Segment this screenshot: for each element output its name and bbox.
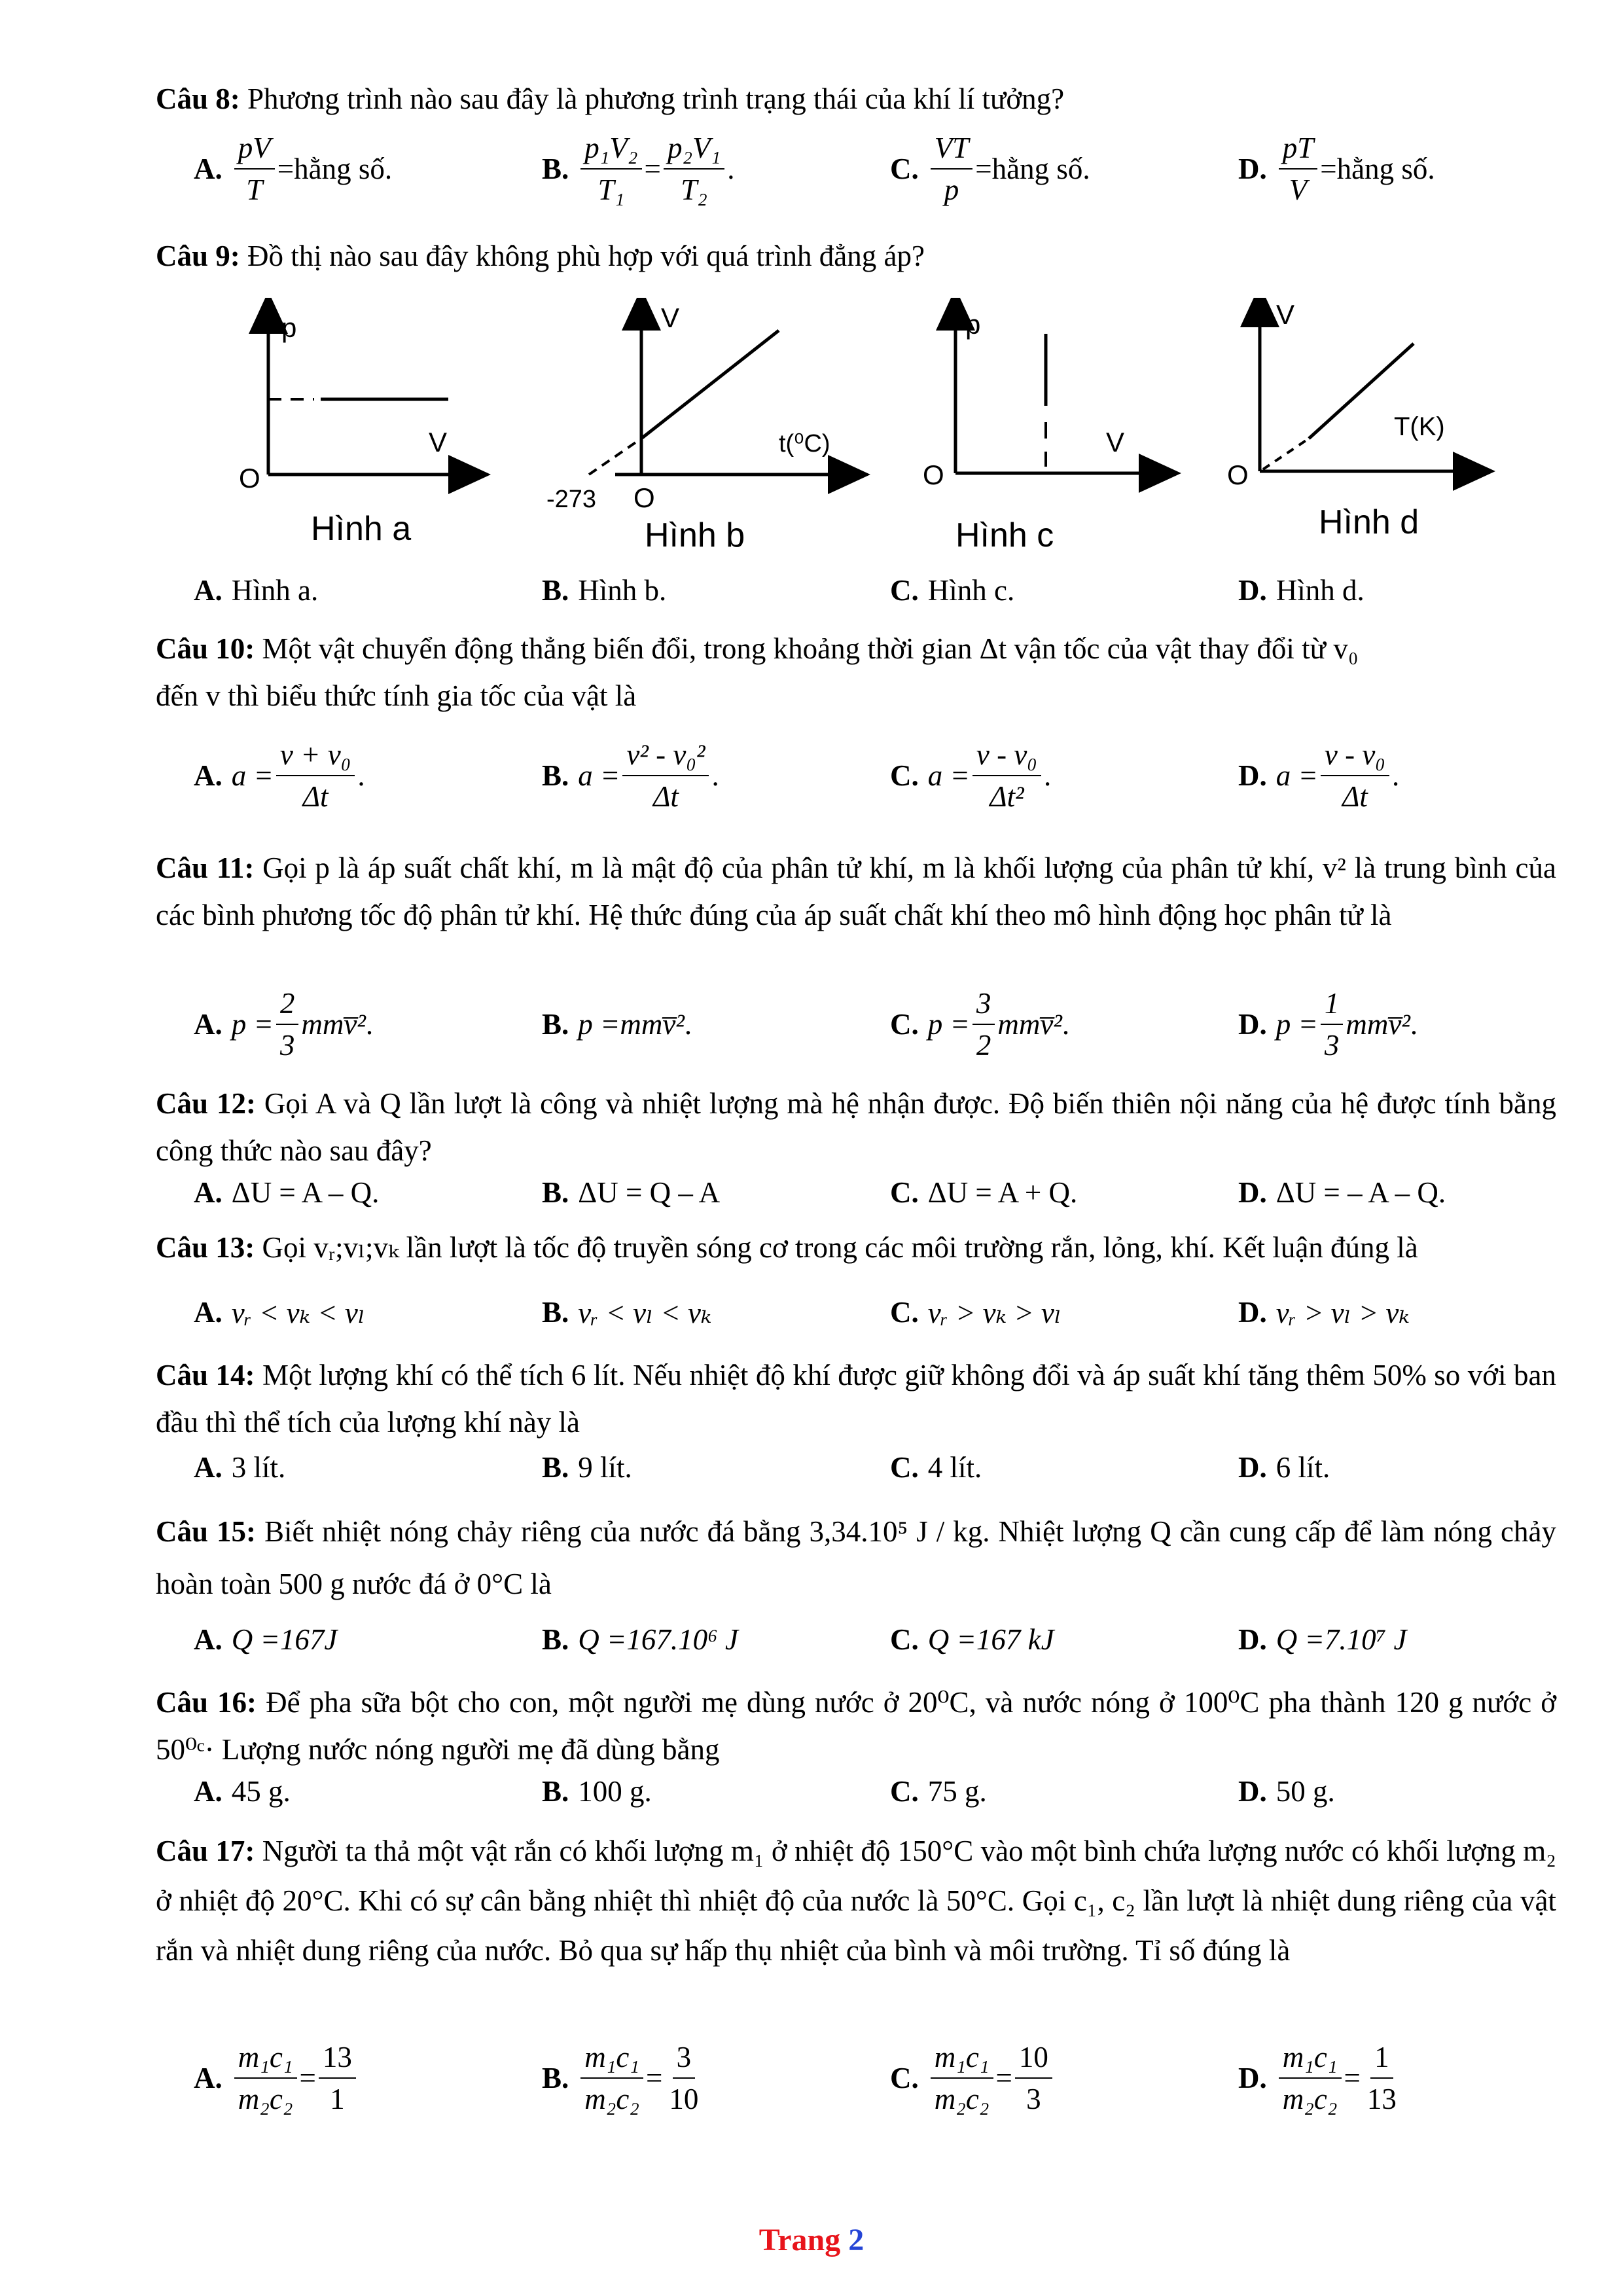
option-a: A. ΔU = A – Q.	[194, 1176, 380, 1209]
option-c: C. 4 lít.	[890, 1451, 982, 1484]
question-17	[156, 1826, 1556, 1975]
graph-d	[1227, 299, 1476, 541]
option-d: D. ΔU = – A – Q.	[1238, 1176, 1446, 1209]
question-label: Câu 12:	[156, 1087, 256, 1120]
question-label: Câu 16:	[156, 1686, 257, 1719]
option-b: B. Hình b.	[542, 574, 667, 607]
option-b: B. vᵣ < vₗ < vₖ	[542, 1296, 712, 1329]
question-label: Câu 13:	[156, 1231, 255, 1264]
question-11-options	[194, 985, 1568, 1064]
option-a: A. $\frac{\text{m₁c₁}}{\text{m₂c₂}}$ = $\frac{13}{1}$	[194, 2032, 359, 2124]
option-d: D. $\frac{\text{m₁c₁}}{\text{m₂c₂}}$ = $\frac{1}{13}$	[1238, 2041, 1397, 2115]
origin-label: O	[239, 463, 260, 493]
option-b: B. $\frac{\text{p₁V₂}}{\text{T₁}}$ = $\frac{\text{p₂V₁}}{\text{T₂}}$ .	[542, 132, 735, 206]
question-text: Để pha sữa bột cho con, một người mẹ dùng nước ở 20⁰C, và nước nóng ở 100⁰C pha thành 120 g nước ở 50⁰ᶜ· Lượng nước nóng người mẹ đã dùng bằng	[156, 1686, 1556, 1766]
question-label: Câu 17:	[156, 1835, 255, 1867]
option-c: C. a = $\frac{\text{v - v₀}}{\text{Δt²}}$ .	[890, 738, 1052, 813]
option-c: C. 75 g.	[890, 1775, 987, 1808]
page-footer	[0, 2222, 1623, 2258]
question-text: Biết nhiệt nóng chảy riêng của nước đá bằng 3,34.10⁵ J / kg. Nhiệt lượng Q cần cung cấp để làm nóng chảy hoàn toàn 500 g nước đá ở 0°C là	[156, 1515, 1557, 1600]
option-b: B. ΔU = Q – A	[542, 1176, 721, 1209]
option-d: D. vᵣ > vₗ > vₖ	[1238, 1296, 1410, 1329]
question-13-options	[194, 1286, 1568, 1338]
option-a: A. p = $\frac{2}{3}$ mmv̅² .	[194, 987, 374, 1062]
fraction: $\frac{pV}{T}$	[234, 130, 275, 207]
question-10	[156, 625, 1556, 719]
option-c: C. $\frac{VT}{p}$ =hằng số.	[890, 132, 1090, 206]
option-b: B. $\frac{\text{m₁c₁}}{\text{m₂c₂}}$ = $\frac{3}{10}$	[542, 2041, 699, 2115]
graph-a	[239, 311, 471, 548]
question-15	[156, 1505, 1556, 1610]
question-16-options	[194, 1770, 1568, 1812]
fraction: $\frac{\text{p₁V₂}}{\text{T₁}}$	[580, 130, 641, 207]
intercept-label: -273	[546, 486, 597, 513]
question-label: Câu 8:	[156, 82, 240, 115]
option-d: D. 50 g.	[1238, 1775, 1335, 1808]
graph-b	[546, 302, 851, 554]
question-8	[156, 75, 1556, 122]
axis-label-y: V	[1276, 299, 1295, 330]
question-label: Câu 15:	[156, 1515, 257, 1548]
option-d: D. a = $\frac{\text{v - v₀}}{\Delta t}$ .	[1238, 738, 1400, 813]
question-label: Câu 9:	[156, 240, 240, 272]
option-d: D. p = $\frac{1}{3}$ mmv̅² .	[1238, 987, 1418, 1062]
question-12-options	[194, 1172, 1568, 1213]
option-d: D. $\frac{pT}{V}$ =hằng số.	[1238, 132, 1435, 206]
axis-label-x: V	[1106, 427, 1125, 457]
option-d: D. 6 lít.	[1238, 1451, 1330, 1484]
graph-caption: Hình d	[1319, 503, 1419, 541]
option-c: C. p = $\frac{3}{2}$ mmv̅² .	[890, 987, 1070, 1062]
question-8-options	[194, 130, 1568, 208]
question-15-options	[194, 1613, 1568, 1666]
question-11	[156, 844, 1556, 939]
option-c: C. $\frac{\text{m₁c₁}}{\text{m₂c₂}}$ = $\frac{10}{3}$	[890, 2032, 1055, 2124]
option-a: A. Q =167J	[194, 1623, 338, 1656]
question-13	[156, 1224, 1556, 1271]
question-text-2: đến v thì biểu thức tính gia tốc của vật là	[156, 679, 637, 712]
fraction: $\frac{VT}{p}$	[931, 130, 973, 207]
question-text: Một vật chuyển động thẳng biến đổi, trong khoảng thời gian Δt vận tốc của vật thay đổi từ v₀	[255, 632, 1359, 665]
option-c: C. vᵣ > vₖ > vₗ	[890, 1296, 1061, 1329]
axis-label-x: t(⁰C)	[779, 430, 830, 457]
isobaric-graphs	[196, 298, 1603, 573]
question-9-options	[194, 569, 1568, 611]
option-a: A. 3 lít.	[194, 1451, 286, 1484]
axis-label-y: V	[661, 302, 680, 333]
option-c: C. ΔU = A + Q.	[890, 1176, 1078, 1209]
option-b: B. a = $\frac{\text{v² - v₀²}}{\Delta t}$ .	[542, 738, 719, 813]
option-a: A. vᵣ < vₖ < vₗ	[194, 1296, 365, 1329]
option-a: A. $\frac{pV}{T}$ =hằng số.	[194, 132, 393, 206]
graph-c	[923, 308, 1162, 554]
question-label: Câu 11:	[156, 852, 255, 884]
option-d: D. Q =7.10⁷ J	[1238, 1623, 1407, 1656]
origin-label: O	[1227, 459, 1249, 490]
option-a: A. a = $\frac{\text{v + v₀}}{\Delta t}$ .	[194, 738, 365, 813]
graph-caption: Hình c	[955, 516, 1054, 554]
origin-label: O	[923, 459, 944, 490]
question-label: Câu 10:	[156, 632, 255, 665]
option-a: A. Hình a.	[194, 574, 319, 607]
question-text: Phương trình nào sau đây là phương trình trạng thái của khí lí tưởng?	[240, 82, 1065, 115]
option-b: B. p = mmv̅² .	[542, 1008, 692, 1041]
axis-label-x: V	[429, 427, 448, 457]
question-label: Câu 14:	[156, 1359, 255, 1391]
option-b: B. 9 lít.	[542, 1451, 632, 1484]
question-text: Người ta thả một vật rắn có khối lượng m₁ ở nhiệt độ 150°C vào một bình chứa lượng nước có khối lượng m₂ ở nhiệt độ 20°C. Khi có sự cân bằng nhiệt thì nhiệt độ của nước là 50°C. Gọi c₁, c₂ lần lượt là nhiệt dung riêng của vật rắn và nhiệt dung riêng của nước. Bỏ qua sự hấp thụ nhiệt của bình và môi trường. Tỉ số đúng là	[156, 1835, 1556, 1967]
question-16	[156, 1679, 1556, 1773]
question-14-options	[194, 1446, 1568, 1488]
question-text: Gọi vᵣ;vₗ;vₖ lần lượt là tốc độ truyền sóng cơ trong các môi trường rắn, lỏng, khí. Kết luận đúng là	[255, 1231, 1418, 1264]
question-text: Gọi p là áp suất chất khí, m là mật độ của phân tử khí, m là khối lượng của phân tử khí, v² là trung bình của các bình phương tốc độ phân tử khí. Hệ thức đúng của áp suất chất khí theo mô hình động học phân tử là	[156, 852, 1556, 931]
axis-label-y: p	[281, 312, 297, 343]
question-12	[156, 1080, 1556, 1174]
page-word: Trang	[758, 2223, 841, 2257]
question-14	[156, 1352, 1556, 1446]
option-a: A. 45 g.	[194, 1775, 291, 1808]
fraction: $\frac{pT}{V}$	[1279, 130, 1318, 207]
question-text: Một lượng khí có thể tích 6 lít. Nếu nhiệt độ khí được giữ không đổi và áp suất khí tăng thêm 50% so với ban đầu thì thể tích của lượng khí này là	[156, 1359, 1557, 1439]
origin-label: O	[633, 482, 655, 513]
option-b: B. Q =167.10⁶ J	[542, 1623, 738, 1656]
option-b: B. 100 g.	[542, 1775, 652, 1808]
page-number: 2	[848, 2223, 865, 2257]
option-c: C. Hình c.	[890, 574, 1015, 607]
option-c: C. Q =167 kJ	[890, 1623, 1054, 1656]
question-text: Gọi A và Q lần lượt là công và nhiệt lượng mà hệ nhận được. Độ biến thiên nội năng của hệ được tính bằng công thức nào sau đây?	[156, 1087, 1556, 1167]
question-17-options	[194, 2032, 1568, 2124]
graph-caption: Hình b	[645, 516, 745, 554]
axis-label-y: p	[965, 309, 981, 340]
question-9	[156, 232, 1556, 279]
option-d: D. Hình d.	[1238, 574, 1364, 607]
question-text: Đồ thị nào sau đây không phù hợp với quá trình đẳng áp?	[240, 240, 925, 272]
graph-caption: Hình a	[311, 510, 412, 548]
fraction: $\frac{\text{p₂V₁}}{\text{T₂}}$	[664, 130, 724, 207]
question-10-options	[194, 736, 1568, 815]
axis-label-x: T(K)	[1394, 412, 1445, 441]
